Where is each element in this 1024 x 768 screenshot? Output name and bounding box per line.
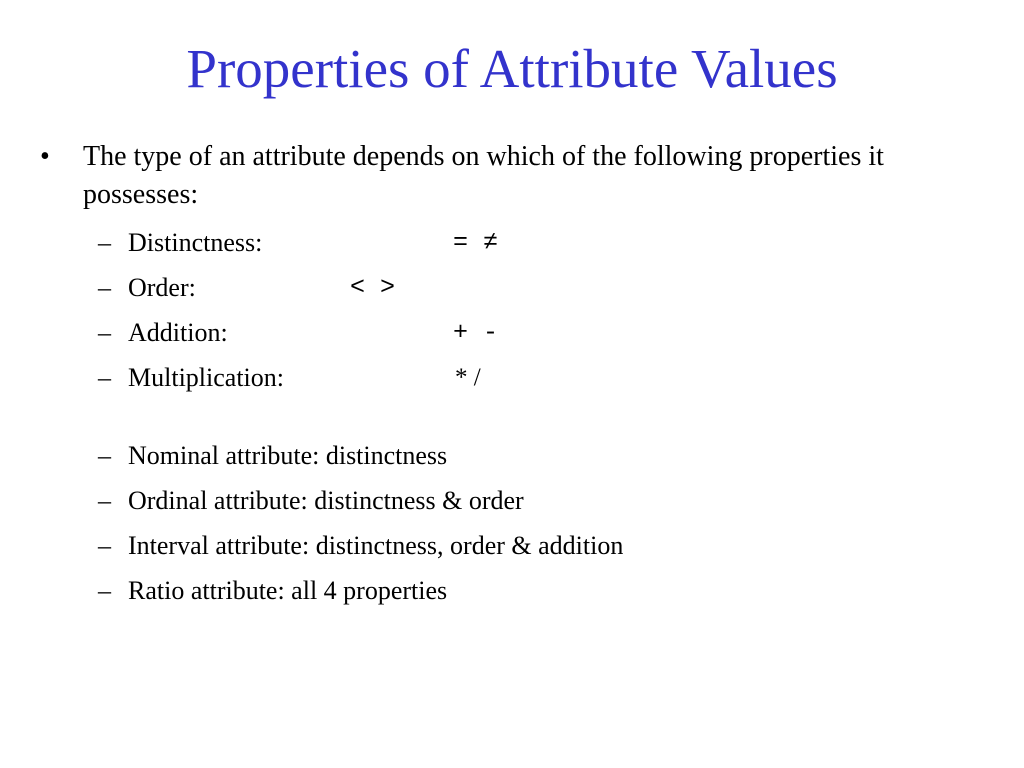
property-label: Distinctness: (128, 228, 263, 257)
dash-marker: – (98, 318, 111, 347)
dash-marker: – (98, 273, 111, 302)
property-symbols: * / (455, 364, 481, 391)
dash-marker: – (98, 363, 111, 392)
property-label: Order: (128, 273, 196, 302)
dash-marker: – (98, 228, 111, 257)
attribute-type-text: Nominal attribute: distinctness (128, 441, 448, 470)
main-bullet (40, 138, 980, 214)
property-symbols: = ≠ (453, 228, 499, 257)
property-label: Addition: (128, 318, 228, 347)
dash-marker: – (98, 576, 111, 605)
property-symbols: < > (350, 273, 396, 302)
dash-marker: – (98, 486, 111, 515)
bullet-text: The type of an attribute depends on which of the following properties it possesses: (83, 141, 884, 210)
attribute-type-text: Ordinal attribute: distinctness & order (128, 486, 524, 515)
bullet-marker: • (40, 141, 50, 172)
dash-marker: – (98, 441, 111, 470)
attribute-type-text: Interval attribute: distinctness, order & addition (128, 531, 624, 560)
property-symbols: + - (453, 318, 499, 347)
dash-marker: – (98, 531, 111, 560)
attribute-type-text: Ratio attribute: all 4 properties (128, 576, 448, 605)
bullet-item (40, 138, 980, 214)
property-label: Multiplication: (128, 363, 284, 392)
slide-title: Properties of Attribute Values (186, 38, 838, 99)
